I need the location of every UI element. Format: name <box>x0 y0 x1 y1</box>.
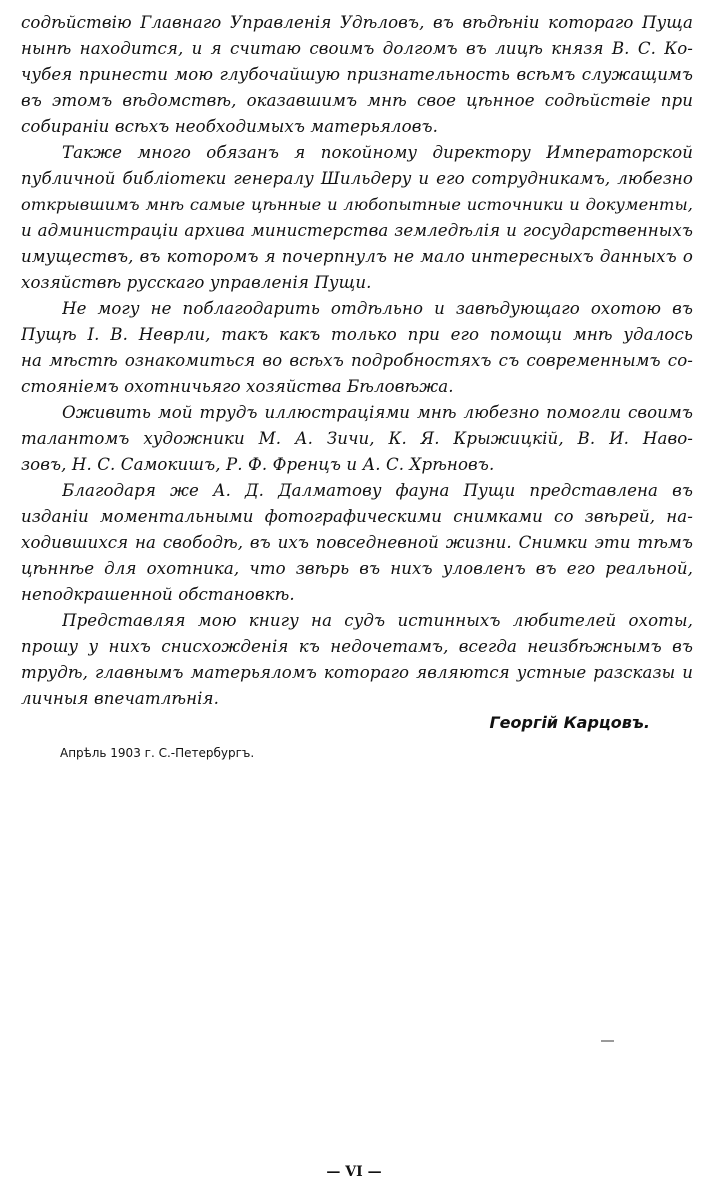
text-line: Пущѣ I. В. Неврли, такъ какъ только при его помощи мнѣ удалось <box>21 325 693 344</box>
text-line: прошу у нихъ снисхожденія къ недочетамъ, всегда неизбѣжнымъ въ <box>21 637 693 656</box>
page-number: — VI — <box>326 1164 382 1180</box>
text-line: цѣннѣе для охотника, что звѣрь въ нихъ уловленъ въ его реальной, <box>21 559 693 578</box>
text-line: ходившихся на свободѣ, въ ихъ повседневной жизни. Снимки эти тѣмъ <box>21 533 693 552</box>
text-line: собираніи всѣхъ необходимыхъ матерьяловъ. <box>21 117 438 136</box>
text-line: хозяйствѣ русскаго управленія Пущи. <box>21 273 372 292</box>
text-line: чубея принести мою глубочайшую признательность всѣмъ служащимъ <box>21 65 693 84</box>
text-line: на мѣстѣ ознакомиться во всѣхъ подробностяхъ съ современнымъ со- <box>21 351 693 370</box>
paragraph-first-line: Представляя мою книгу на судъ истинныхъ любителей охоты, <box>62 611 693 630</box>
text-line: публичной библіотеки генералу Шильдеру и его сотрудникамъ, любезно <box>21 169 693 188</box>
text-line: нынѣ находится, и я считаю своимъ долгомъ въ лицѣ князя В. С. Ко- <box>21 39 693 58</box>
text-line: стояніемъ охотничьяго хозяйства Бѣловѣжа. <box>21 377 454 396</box>
text-line: въ этомъ вѣдомствѣ, оказавшимъ мнѣ свое цѣнное содѣйствіе при <box>21 91 693 110</box>
paragraph-first-line: Оживить мой трудъ иллюстраціями мнѣ любезно помогли своимъ <box>62 403 693 422</box>
text-line: зовъ, Н. С. Самокишъ, Р. Ф. Френцъ и А. С. Хрѣновъ. <box>21 455 495 474</box>
text-line: неподкрашенной обстановкѣ. <box>21 585 295 604</box>
paragraph-first-line: Также много обязанъ я покойному директору Императорской <box>62 143 693 162</box>
date-place-line: Апрѣль 1903 г. С.-Петербургъ. <box>60 746 255 760</box>
author-signature: Георгій Карцовъ. <box>489 713 650 732</box>
text-line: и администраціи архива министерства земледѣлія и государственныхъ <box>21 221 693 240</box>
text-line: имуществъ, въ которомъ я почерпнулъ не мало интересныхъ данныхъ о <box>21 247 693 266</box>
text-line: личныя впечатлѣнія. <box>21 689 220 708</box>
text-line: содѣйствію Главнаго Управленія Удѣловъ, въ вѣдѣніи котораго Пуща <box>21 13 693 32</box>
paragraph-first-line: Не могу не поблагодарить отдѣльно и завѣдующаго охотою въ <box>62 299 693 318</box>
text-line: открывшимъ мнѣ самые цѣнные и любопытные источники и документы, <box>21 195 693 214</box>
text-line: талантомъ художники М. А. Зичи, К. Я. Крыжицкій, В. И. Наво- <box>21 429 693 448</box>
paragraph-first-line: Благодаря же А. Д. Далматову фауна Пущи представлена въ <box>62 481 693 500</box>
scan-speck <box>601 1040 614 1042</box>
text-line: трудѣ, главнымъ матерьяломъ котораго являются устные разсказы и <box>21 663 693 682</box>
text-line: изданіи моментальными фотографическими снимками со звѣрей, на- <box>21 507 693 526</box>
